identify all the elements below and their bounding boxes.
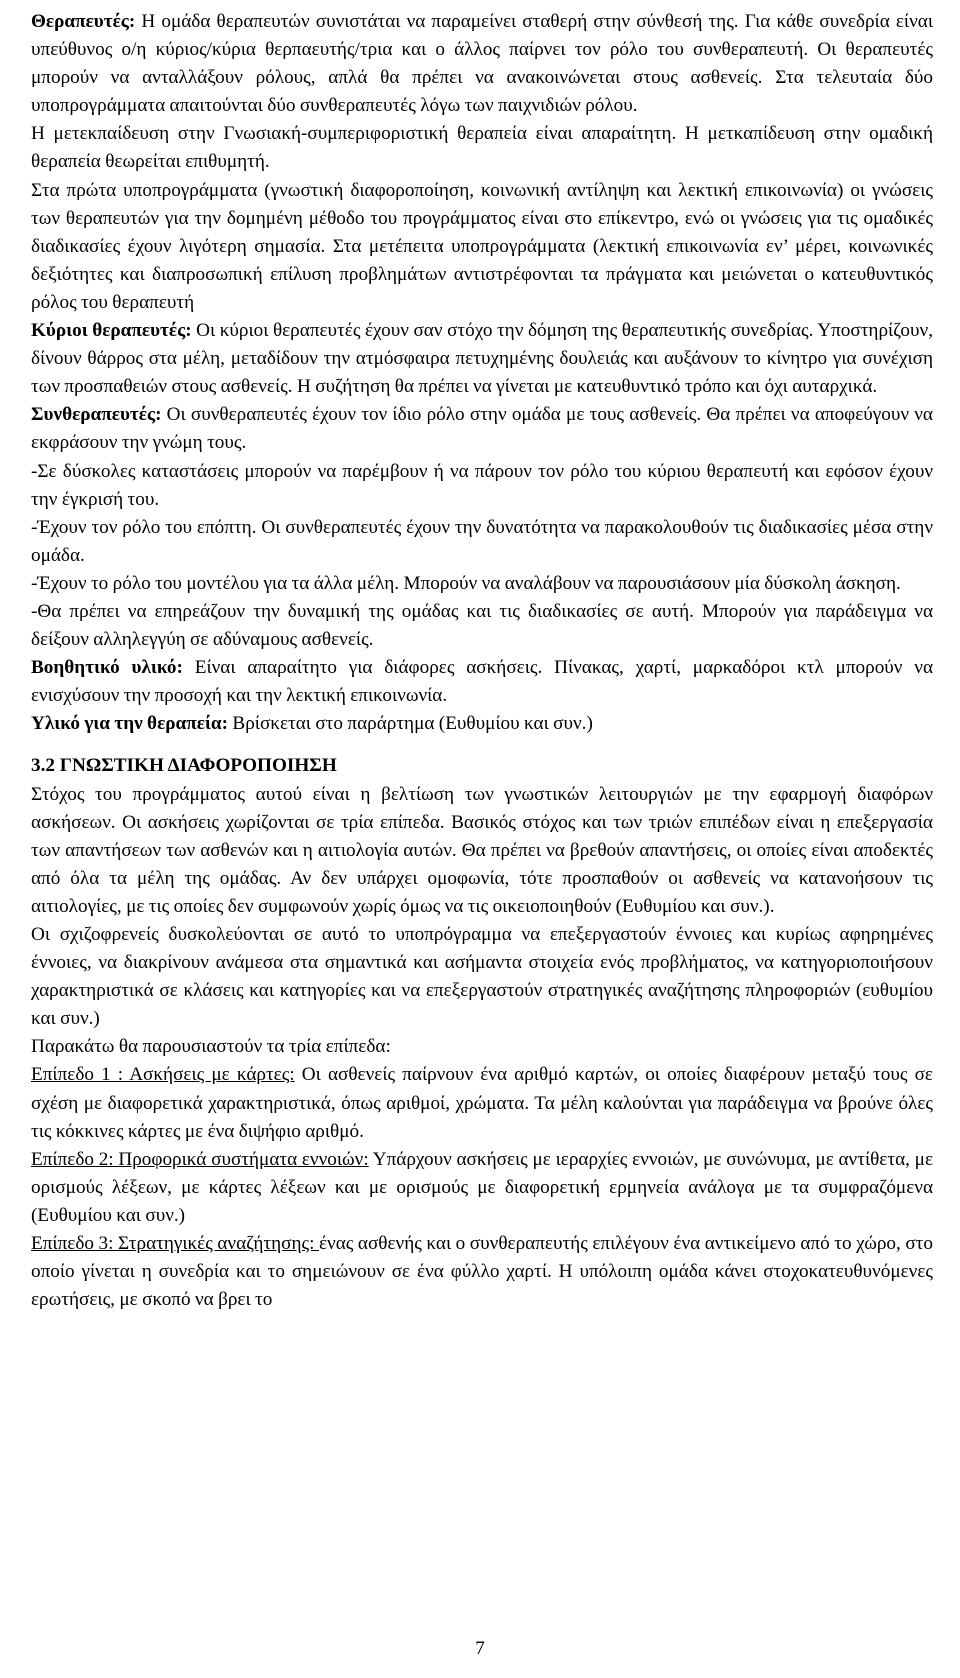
paragraph-text: Παρακάτω θα παρουσιαστούν τα τρία επίπεδα: bbox=[31, 1036, 391, 1058]
paragraph-text: Υπάρχουν ασκήσεις με ιεραρχίες εννοιών, με συνώνυμα, με αντίθετα, με ορισμούς λέξεων, με κάρτες λέξεων και με ορισμούς με διαφορετική ερμηνεία ανάλογα με τα συμφραζόμενα (Ευθυμίου και συν.) bbox=[31, 1148, 934, 1226]
paragraph-text: Οι σχιζοφρενείς δυσκολεύονται σε αυτό το υποπρόγραμμα να επεξεργαστούν έννοιες και κυρίως αφηρημένες έννοιες, να διακρίνουν ανάμεσα στα σημαντικά και ασήμαντα στοιχεία ενός προβλήματος, να κατηγοριοποιήσουν χαρακτηριστικά σε κλάσεις και κατηγορίες και να επεξεργαστούν στρατηγικές αναζήτησης πληροφοριών (ευθυμίου και συν.) bbox=[31, 924, 933, 1030]
paragraph-label: Κύριοι θεραπευτές: bbox=[31, 320, 192, 342]
paragraph-label: Θεραπευτές: bbox=[31, 11, 136, 32]
paragraph bbox=[31, 598, 933, 654]
paragraph bbox=[31, 317, 933, 401]
paragraph bbox=[31, 1230, 933, 1314]
paragraph bbox=[31, 921, 933, 1033]
section-heading: 3.2 ΓΝΩΣΤΙΚΗ ΔΙΑΦΟΡΟΠΟΙΗΣΗ bbox=[31, 755, 337, 777]
paragraph-text: -Θα πρέπει να επηρεάζουν την δυναμική της ομάδας και τις διαδικασίες σε αυτή. Μπορούν για παράδειγμα να δείξουν αλληλεγγύη σε αδύναμους ασθενείς. bbox=[31, 600, 933, 651]
paragraph-text: Οι ασθενείς παίρνουν ένα αριθμό καρτών, οι οποίες διαφέρουν μεταξύ τους σε σχέση με διαφορετικά χαρακτηριστικά, όπως αριθμοί, χρώματα. Τα μέλη καλούνται για παράδειγμα να βρούνε όλες τις κόκκινες κάρτες με ένα διψήφιο αριθμό. bbox=[31, 1064, 933, 1142]
paragraph-label: Υλικό για την θεραπεία: bbox=[31, 713, 229, 735]
paragraph-text: Είναι απαραίτητο για διάφορες ασκήσεις. Πίνακας, χαρτί, μαρκαδόροι κτλ μπορούν να ενισχύσουν την προσοχή και την λεκτική επικοινωνία. bbox=[31, 657, 933, 707]
paragraph-label: Επίπεδο 2: Προφορικά συστήματα εννοιών: bbox=[31, 1148, 369, 1170]
paragraph bbox=[31, 120, 933, 176]
paragraph bbox=[31, 401, 933, 457]
paragraph bbox=[31, 654, 933, 710]
paragraph bbox=[31, 570, 933, 598]
paragraph-text: Η ομάδα θεραπευτών συνιστάται να παραμείνει σταθερή στην σύνθεσή της. Για κάθε συνεδρία είναι υπεύθυνος ο/η κύριος/κύρια θερπαευτής/τρια και ο άλλος παίρνει τον ρόλο του συνθεραπευτή. Οι θεραπευτές μπορούν να ανταλλάξουν ρόλους, απλά θα πρέπει να ανακοινώνεται στους ασθενείς. Στα τελευταία δύο υποπρογράμματα απαιτούνται δύο συνθεραπευτές λόγω των παιχνιδιών ρόλου. bbox=[31, 11, 933, 117]
paragraph-text: ένας ασθενής και ο συνθεραπευτής επιλέγουν ένα αντικείμενο από το χώρο, στο οποίο γίνεται η συνεδρία και το σημειώνουν σε ένα φύλλο χαρτί. Η υπόλοιπη ομάδα κάνει στοχοκατευθυνόμενες ερωτήσεις, με σκοπό να βρει το bbox=[31, 1233, 933, 1311]
paragraph-label: Βοηθητικό υλικό: bbox=[31, 657, 183, 679]
paragraph-text: Οι κύριοι θεραπευτές έχουν σαν στόχο την δόμηση της θεραπευτικής συνεδρίας. Υποστηρίζουν, δίνουν θάρρος στα μέλη, μεταδίδουν την ατμόσφαιρα πετυχημένης δουλειάς και αυξάνουν το κίνητρο για συνέχιση των προσπαθειών στους ασθενείς. Η συζήτηση θα πρέπει να γίνεται με κατευθυντικό τρόπο και όχι αυταρχικά. bbox=[31, 320, 933, 398]
paragraph bbox=[31, 1061, 933, 1145]
paragraph bbox=[31, 1033, 933, 1061]
paragraph bbox=[31, 458, 933, 514]
document-page bbox=[31, 8, 933, 1314]
paragraph bbox=[31, 710, 933, 738]
cognitive-differentiation-section bbox=[31, 781, 933, 1315]
paragraph-text: -Έχουν τον ρόλο του επόπτη. Οι συνθεραπευτές έχουν την δυνατότητα να παρακολουθούν τις διαδικασίες μέσα στην ομάδα. bbox=[31, 516, 933, 566]
paragraph-text: Βρίσκεται στο παράρτημα (Ευθυμίου και συν.) bbox=[228, 713, 593, 735]
paragraph bbox=[31, 514, 933, 570]
therapist-roles-section bbox=[31, 8, 933, 738]
paragraph-text: -Έχουν το ρόλο του μοντέλου για τα άλλα μέλη. Μπορούν να αναλάβουν να παρουσιάσουν μία δύσκολη άσκηση. bbox=[31, 572, 901, 594]
paragraph-label: Επίπεδο 1 : Ασκήσεις με κάρτες: bbox=[31, 1064, 295, 1086]
page-number: 7 bbox=[475, 1638, 485, 1659]
paragraph-label: Συνθεραπευτές: bbox=[31, 404, 162, 426]
paragraph-text: Στα πρώτα υποπρογράμματα (γνωστική διαφοροποίηση, κοινωνική αντίληψη και λεκτική επικοινωνία) οι γνώσεις των θεραπευτών για την δομημένη μέθοδο του προγράμματος είναι στο επίκεντρο, ενώ οι γνώσεις για τις ομαδικές διαδικασίες έχουν λιγότερη σημασία. Στα μετέπειτα υποπρογράμματα (λεκτική επικοινωνία εν’ μέρει, κοινωνικές δεξιότητες και διαπροσωπική επίλυση προβλημάτων αντιστρέφονται τα πράγματα και μειώνεται ο κατευθυντικός ρόλος του θεραπευτή bbox=[31, 179, 933, 313]
paragraph bbox=[31, 177, 933, 317]
paragraph-text: Οι συνθεραπευτές έχουν τον ίδιο ρόλο στην ομάδα με τους ασθενείς. Θα πρέπει να αποφεύγουν να εκφράσουν την γνώμη τους. bbox=[31, 404, 933, 454]
paragraph-text: Η μετεκπαίδευση στην Γνωσιακή-συμπεριφοριστική θεραπεία είναι απαραίτητη. Η μετκαπίδευση στην ομαδική θεραπεία θεωρείται επιθυμητή. bbox=[31, 123, 933, 173]
paragraph bbox=[31, 8, 933, 120]
paragraph-text: -Σε δύσκολες καταστάσεις μπορούν να παρέμβουν ή να πάρουν τον ρόλο του κύριου θεραπευτή και εφόσον έχουν την έγκρισή του. bbox=[31, 460, 933, 510]
paragraph-text: Στόχος του προγράμματος αυτού είναι η βελτίωση των γνωστικών λειτουργιών με την εφαρμογή διαφόρων ασκήσεων. Οι ασκήσεις χωρίζονται σε τρία επίπεδα. Βασικός στόχος και των τριών επιπέδων είναι η επεξεργασία των απαντήσεων των ασθενών και η αιτιολογία αυτών. Θα πρέπει να βρεθούν απαντήσεις, οι οποίες είναι αποδεκτές από όλα τα μέλη της ομάδας. Αν δεν υπάρχει ομοφωνία, τότε προσπαθούν οι ασθενείς να κατανοήσουν τις αιτιολογίες, με τις οποίες δεν συμφωνούν χωρίς όμως να τις οικειοποιηθούν (Ευθυμίου και συν.). bbox=[31, 783, 933, 917]
paragraph bbox=[31, 781, 933, 921]
paragraph-label: Επίπεδο 3: Στρατηγικές αναζήτησης: bbox=[31, 1233, 319, 1255]
paragraph bbox=[31, 1146, 933, 1230]
